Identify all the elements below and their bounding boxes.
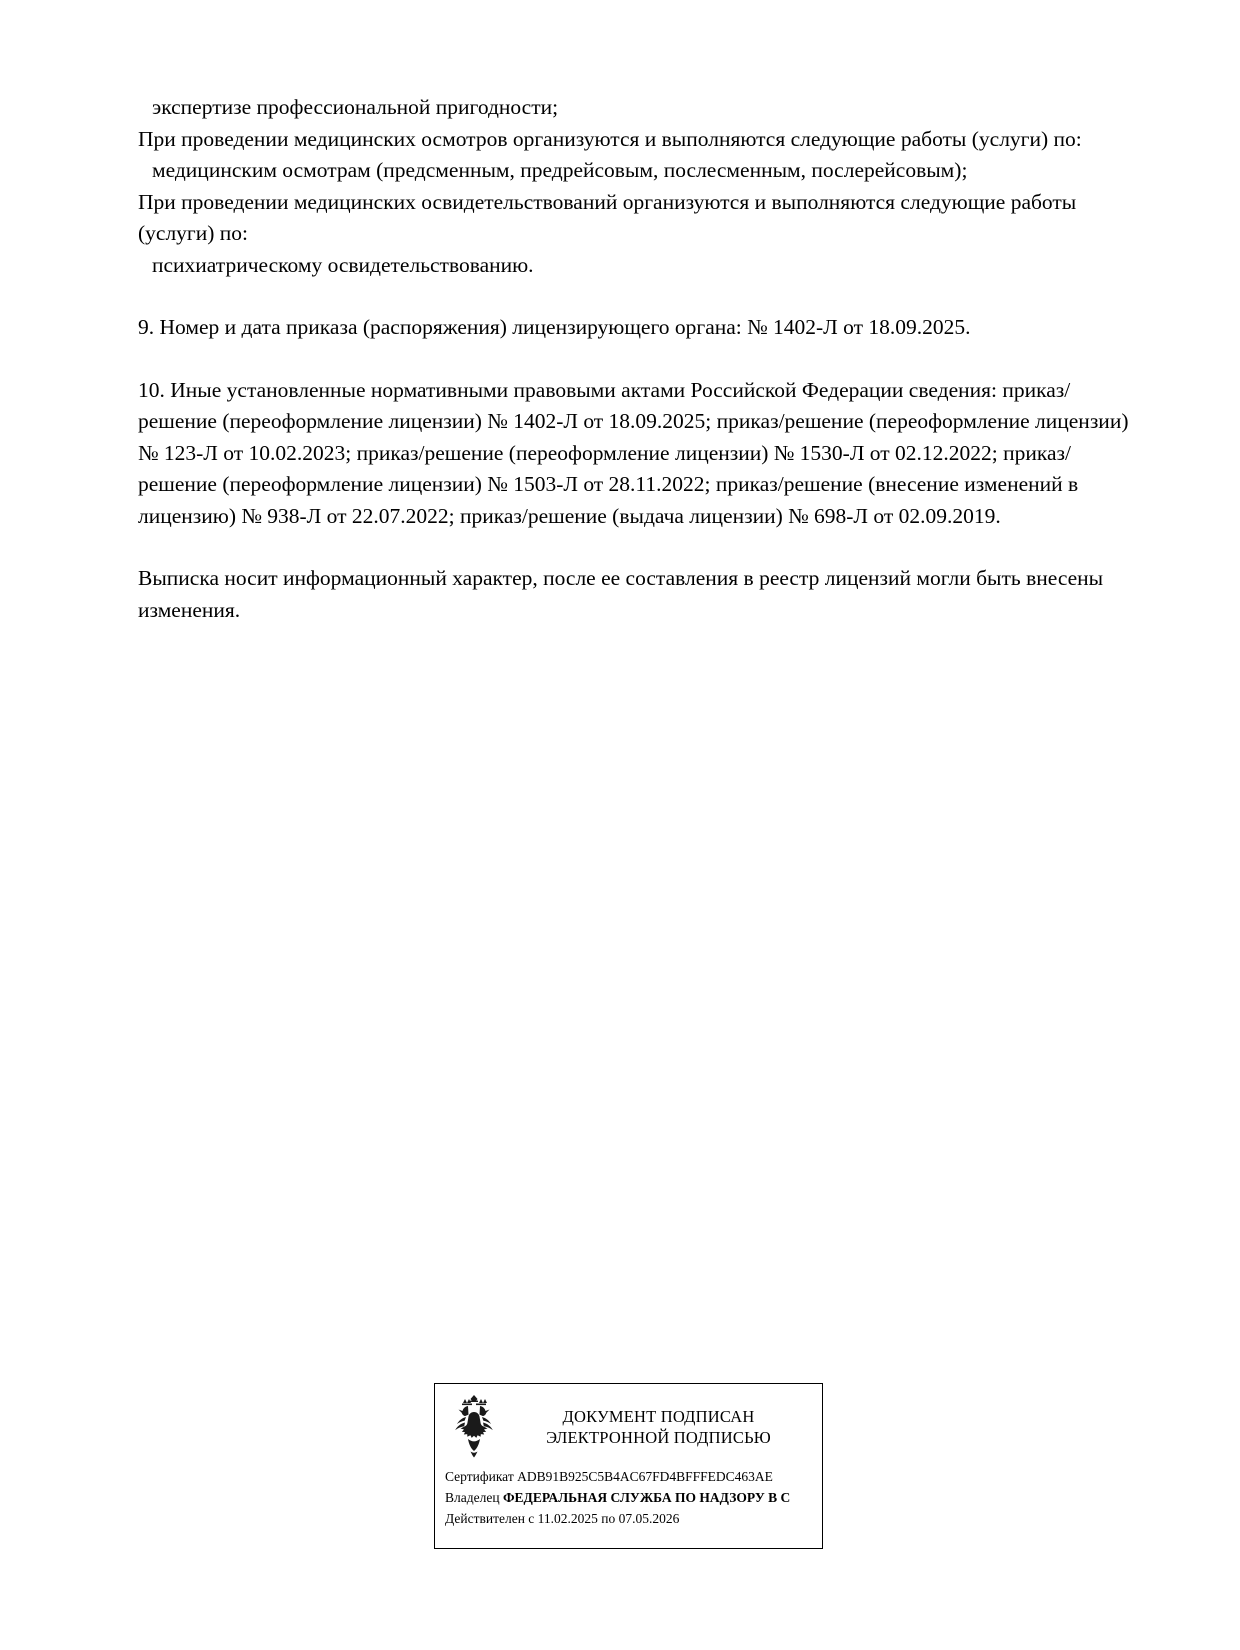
paragraph-psychiatric-assessment-item: психиатрическому освидетельствованию. (152, 252, 534, 277)
double-headed-eagle-emblem-icon (445, 1394, 503, 1460)
spacer (138, 532, 1138, 563)
stamp-certificate: Сертификат ADB91B925C5B4AC67FD4BFFFEDC463AE (445, 1469, 773, 1484)
document-body (138, 92, 1138, 626)
electronic-signature-stamp (434, 1383, 823, 1549)
spacer (138, 281, 1138, 312)
stamp-owner (445, 1487, 822, 1508)
stamp-details (435, 1462, 822, 1529)
stamp-title (507, 1406, 816, 1448)
paragraph-medical-exams-intro: При проведении медицинских осмотров организуются и выполняются следующие работы (услуги) по: (138, 126, 1082, 151)
informational-disclaimer: Выписка носит информационный характер, после ее составления в реестр лицензий могли быть внесены изменения. (138, 566, 1109, 622)
spacer (138, 344, 1138, 375)
stamp-owner-name: ФЕДЕРАЛЬНАЯ СЛУЖБА ПО НАДЗОРУ В С (502, 1490, 791, 1505)
stamp-title-line-2: ЭЛЕКТРОННОЙ ПОДПИСЬЮ (546, 1428, 771, 1447)
paragraph-expertise: экспертизе профессиональной пригодности; (152, 95, 559, 119)
stamp-validity: Действителен с 11.02.2025 по 07.05.2026 (445, 1511, 680, 1526)
stamp-owner-label: Владелец (445, 1490, 503, 1505)
paragraph-medical-assessments-intro: При проведении медицинских освидетельствований организуются и выполняются следующие работы (услуги) по: (138, 189, 1082, 245)
paragraph-medical-exams-item: медицинским осмотрам (предсменным, предрейсовым, послесменным, послерейсовым); (152, 158, 968, 182)
stamp-title-line-1: ДОКУМЕНТ ПОДПИСАН (562, 1407, 755, 1426)
stamp-header (435, 1384, 822, 1462)
section-9-order-number-date: 9. Номер и дата приказа (распоряжения) лицензирующего органа: № 1402-Л от 18.09.2025. (138, 315, 971, 339)
section-10-other-information: 10. Иные установленные нормативными правовыми актами Российской Федерации сведения: приказ/решение (переоформление лицензии) № 1402-Л от 18.09.2025; приказ/решение (переоформление лицензии) № 123-Л от 10.02.2023; приказ/решение (переоформление лицензии) № 1530-Л от 02.12.2022; приказ/решение (переоформление лицензии) № 1503-Л от 28.11.2022; приказ/решение (внесение изменений в лицензию) № 938-Л от 22.07.2022; приказ/решение (выдача лицензии) № 698-Л от 02.09.2019. (138, 377, 1134, 528)
